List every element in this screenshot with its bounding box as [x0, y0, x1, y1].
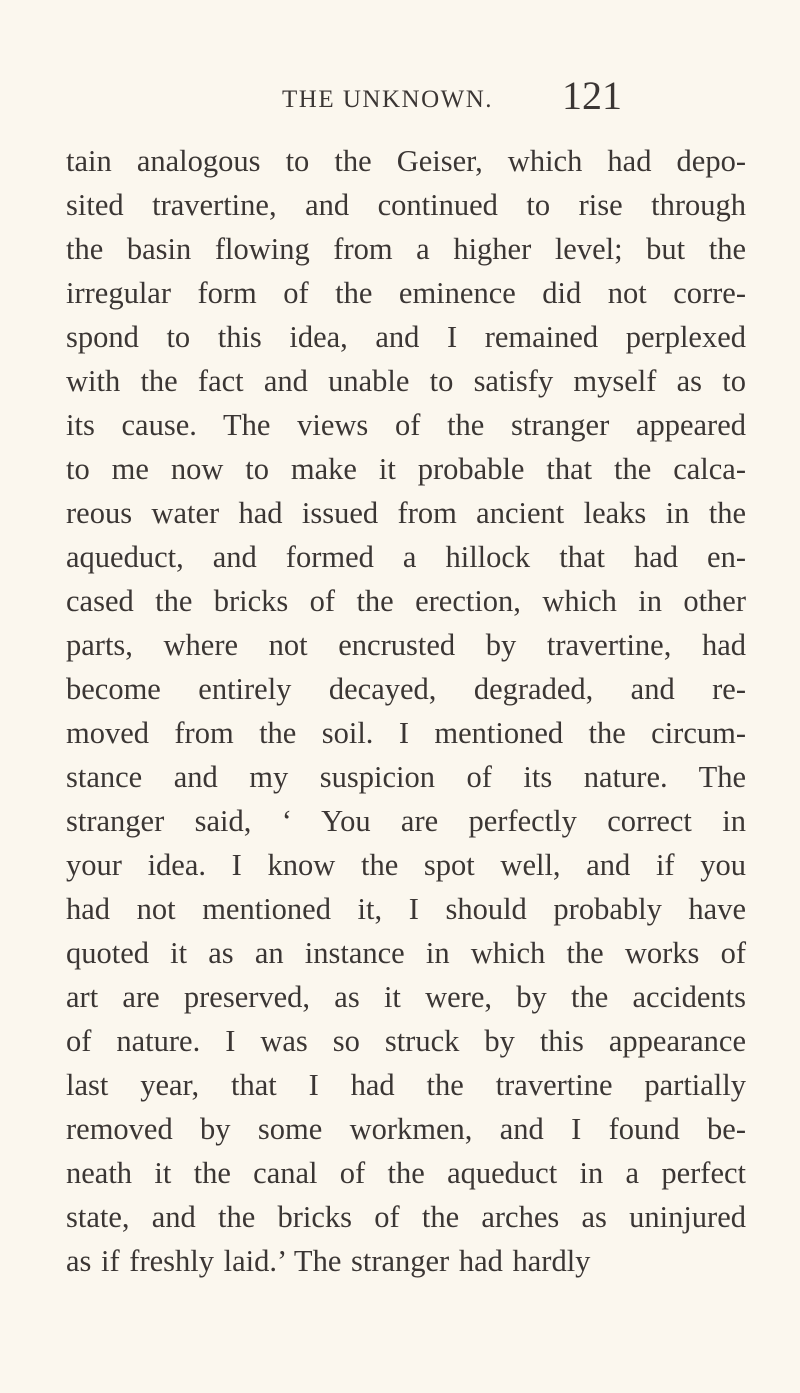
text-line-20: art are preserved, as it were, by the accidents — [66, 980, 746, 1014]
text-line-6: with the fact and unable to satisfy myself as to — [66, 364, 746, 398]
text-line-3: the basin flowing from a higher level; but the — [66, 232, 746, 266]
text-line-24: neath it the canal of the aqueduct in a perfect — [66, 1156, 746, 1190]
text-line-26: as if freshly laid.’ The stranger had hardly — [66, 1244, 591, 1278]
text-line-12: parts, where not encrusted by travertine, had — [66, 628, 746, 662]
text-line-7: its cause. The views of the stranger appeared — [66, 408, 746, 442]
text-line-14: moved from the soil. I mentioned the circum- — [66, 716, 746, 750]
text-line-25: state, and the bricks of the arches as uninjured — [66, 1200, 746, 1234]
text-line-15: stance and my suspicion of its nature. The — [66, 760, 746, 794]
text-line-16: stranger said, ‘ You are perfectly correct in — [66, 804, 746, 838]
running-title: THE UNKNOWN. — [282, 86, 494, 113]
text-line-5: spond to this idea, and I remained perplexed — [66, 320, 746, 354]
page-number: 121 — [562, 73, 622, 118]
text-line-9: reous water had issued from ancient leaks in the — [66, 496, 746, 530]
running-head — [228, 72, 648, 132]
text-line-21: of nature. I was so struck by this appearance — [66, 1024, 746, 1058]
text-line-8: to me now to make it probable that the calca- — [66, 452, 746, 486]
text-line-10: aqueduct, and formed a hillock that had en- — [66, 540, 746, 574]
text-line-11: cased the bricks of the erection, which in other — [66, 584, 746, 618]
text-line-4: irregular form of the eminence did not corre- — [66, 276, 746, 310]
text-line-13: become entirely decayed, degraded, and re- — [66, 672, 746, 706]
text-line-17: your idea. I know the spot well, and if you — [66, 848, 746, 882]
text-line-1: tain analogous to the Geiser, which had depo- — [66, 144, 746, 178]
text-line-2: sited travertine, and continued to rise through — [66, 188, 746, 222]
text-line-18: had not mentioned it, I should probably have — [66, 892, 746, 926]
text-line-22: last year, that I had the travertine partially — [66, 1068, 746, 1102]
body-text — [66, 139, 746, 1283]
text-line-23: removed by some workmen, and I found be- — [66, 1112, 746, 1146]
text-line-19: quoted it as an instance in which the works of — [66, 936, 746, 970]
